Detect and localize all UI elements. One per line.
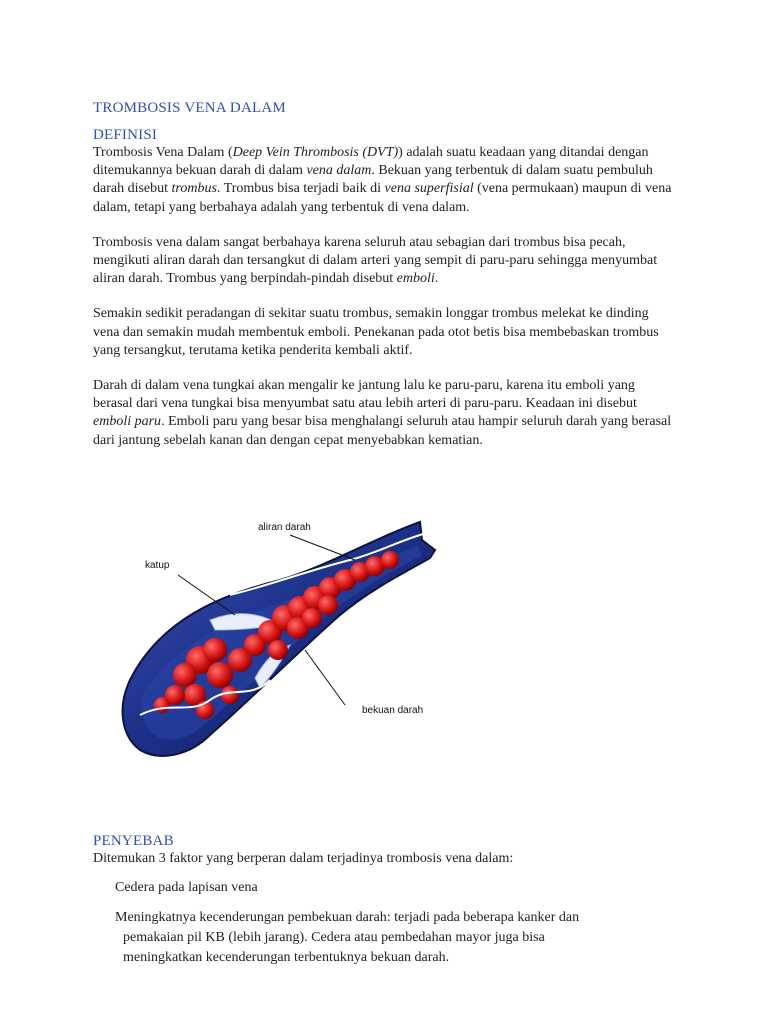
paragraph-definition: Trombosis Vena Dalam (Deep Vein Thrombosis (DVT)) adalah suatu keadaan yang ditandai dengan ditemukannya bekuan darah di dalam vena dalam. Bekuan yang terbentuk di dalam suatu pembuluh darah disebut trombus. Trombus bisa terjadi baik di vena superfisial (vena permukaan) maupun di vena dalam, tetapi yang berbahaya adalah yang terbentuk di vena dalam. [93, 145, 672, 215]
dvt-illustration [100, 500, 470, 780]
section-heading-definisi: DEFINISI [93, 127, 158, 143]
section-penyebab [93, 833, 673, 968]
label-valve: katup [145, 560, 170, 571]
document-page [93, 100, 673, 467]
list-item: Meningkatnya kecenderungan pembekuan darah: terjadi pada beberapa kanker dan pemakaian pil KB (lebih jarang). Cedera atau pembedahan mayor juga bisa meningkatkan kecenderungan terbentuknya bekuan darah. [115, 910, 580, 966]
section-heading-penyebab: PENYEBAB [93, 833, 174, 849]
document-title: TROMBOSIS VENA DALAM [93, 100, 286, 116]
label-blood-clot: bekuan darah [362, 705, 424, 716]
paragraph-pulmonary-embolism: Darah di dalam vena tungkai akan mengalir ke jantung lalu ke paru-paru, karena itu emboli yang berasal dari vena tungkai bisa menyumbat satu atau lebih arteri di paru-paru. Keadaan ini disebut emboli paru. Emboli paru yang besar bisa menghalangi seluruh atau hampir seluruh darah yang berasal dari jantung sebelah kanan dan dengan cepat menyebabkan kematian. [93, 378, 672, 448]
paragraph-danger: Trombosis vena dalam sangat berbahaya karena seluruh atau sebagian dari trombus bisa pecah, mengikuti aliran darah dan tersangkut di dalam arteri yang sempit di paru-paru sehingga menyumbat aliran darah. Trombus yang berpindah-pindah disebut emboli. [93, 234, 658, 287]
vein-clot-diagram [100, 500, 470, 780]
list-item: Cedera pada lapisan vena [115, 880, 258, 896]
paragraph-inflammation: Semakin sedikit peradangan di sekitar suatu trombus, semakin longgar trombus melekat ke dinding vena dan semakin mudah membentuk emboli. Penekanan pada otot betis bisa membebaskan trombus yang tersangkut, terutama ketika penderita kembali aktif. [93, 306, 659, 358]
label-blood-flow: aliran darah [258, 522, 311, 533]
arrow-heads [430, 528, 438, 589]
paragraph-causes-intro: Ditemukan 3 faktor yang berperan dalam terjadinya trombosis vena dalam: [93, 851, 514, 866]
